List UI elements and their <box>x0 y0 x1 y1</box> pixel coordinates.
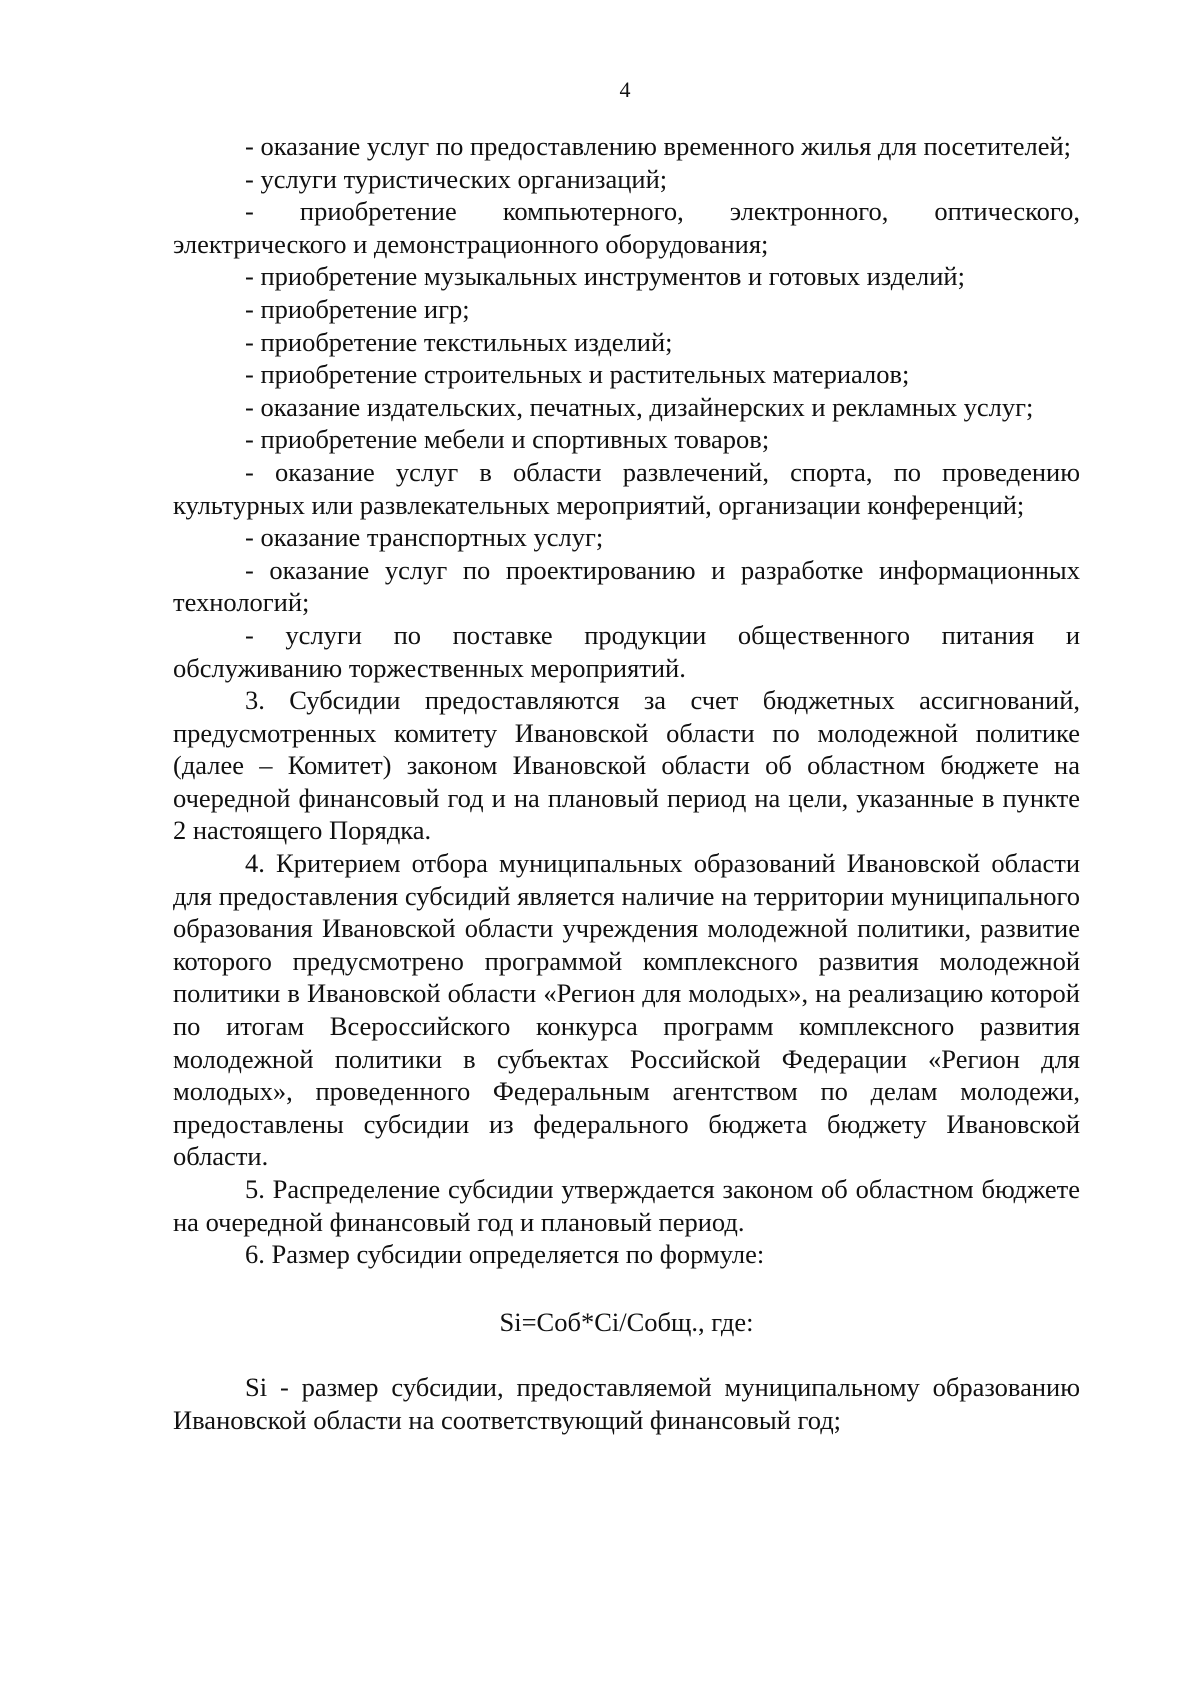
formula: Si=Соб*Ci/Собщ., где: <box>499 1306 754 1337</box>
paragraph: - услуги туристических организаций; <box>245 163 668 194</box>
paragraph: - оказание издательских, печатных, дизайнерских и рекламных услуг; <box>245 391 1034 422</box>
paragraph: 6. Размер субсидии определяется по формуле: <box>245 1239 765 1270</box>
paragraph: - приобретение мебели и спортивных товаров; <box>245 424 770 455</box>
paragraph: - приобретение компьютерного, электронного, оптического, электрического и демонстрационного оборудования; <box>173 196 1080 259</box>
document-body <box>173 130 1080 1437</box>
paragraph: 5. Распределение субсидии утверждается законом об областном бюджете на очередной финансовый год и плановый период. <box>173 1174 1080 1237</box>
page-number: 4 <box>619 77 631 102</box>
paragraph: 4. Критерием отбора муниципальных образований Ивановской области для предоставления субсидий является наличие на территории муниципального образования Ивановской области учреждения молодежной политики, развитие которого предусмотрено программой комплексного развития молодежной политики в Ивановской области «Регион для молодых», на реализацию которой по итогам Всероссийского конкурса программ комплексного развития молодежной политики в субъектах Российской Федерации «Регион для молодых», проведенного Федеральным агентством по делам молодежи, предоставлены субсидии из федерального бюджета бюджету Ивановской области. <box>173 848 1080 1172</box>
paragraph: - приобретение текстильных изделий; <box>245 326 673 357</box>
paragraph: - оказание услуг по проектированию и разработке информационных технологий; <box>173 554 1080 618</box>
paragraph: - оказание транспортных услуг; <box>245 522 604 553</box>
paragraph: - приобретение музыкальных инструментов и готовых изделий; <box>245 261 965 292</box>
paragraph: - услуги по поставке продукции общественного питания и обслуживанию торжественных мероприятий. <box>173 619 1080 683</box>
paragraph: - оказание услуг по предоставлению временного жилья для посетителей; <box>245 131 1072 161</box>
paragraph: - оказание услуг в области развлечений, спорта, по проведению культурных или развлекательных мероприятий, организации конференций; <box>173 456 1080 520</box>
formula-definition: Si - размер субсидии, предоставляемой муниципальному образованию Ивановской области на соответствующий финансовый год; <box>173 1372 1080 1435</box>
paragraph: - приобретение игр; <box>245 293 470 324</box>
paragraph: 3. Субсидии предоставляются за счет бюджетных ассигнований, предусмотренных комитету Ивановской области по молодежной политике (далее – Комитет) законом Ивановской области об областном бюджете на очередной финансовый год и на плановый период на цели, указанные в пункте 2 настоящего Порядка. <box>173 685 1080 846</box>
paragraph: - приобретение строительных и растительных материалов; <box>245 359 910 390</box>
